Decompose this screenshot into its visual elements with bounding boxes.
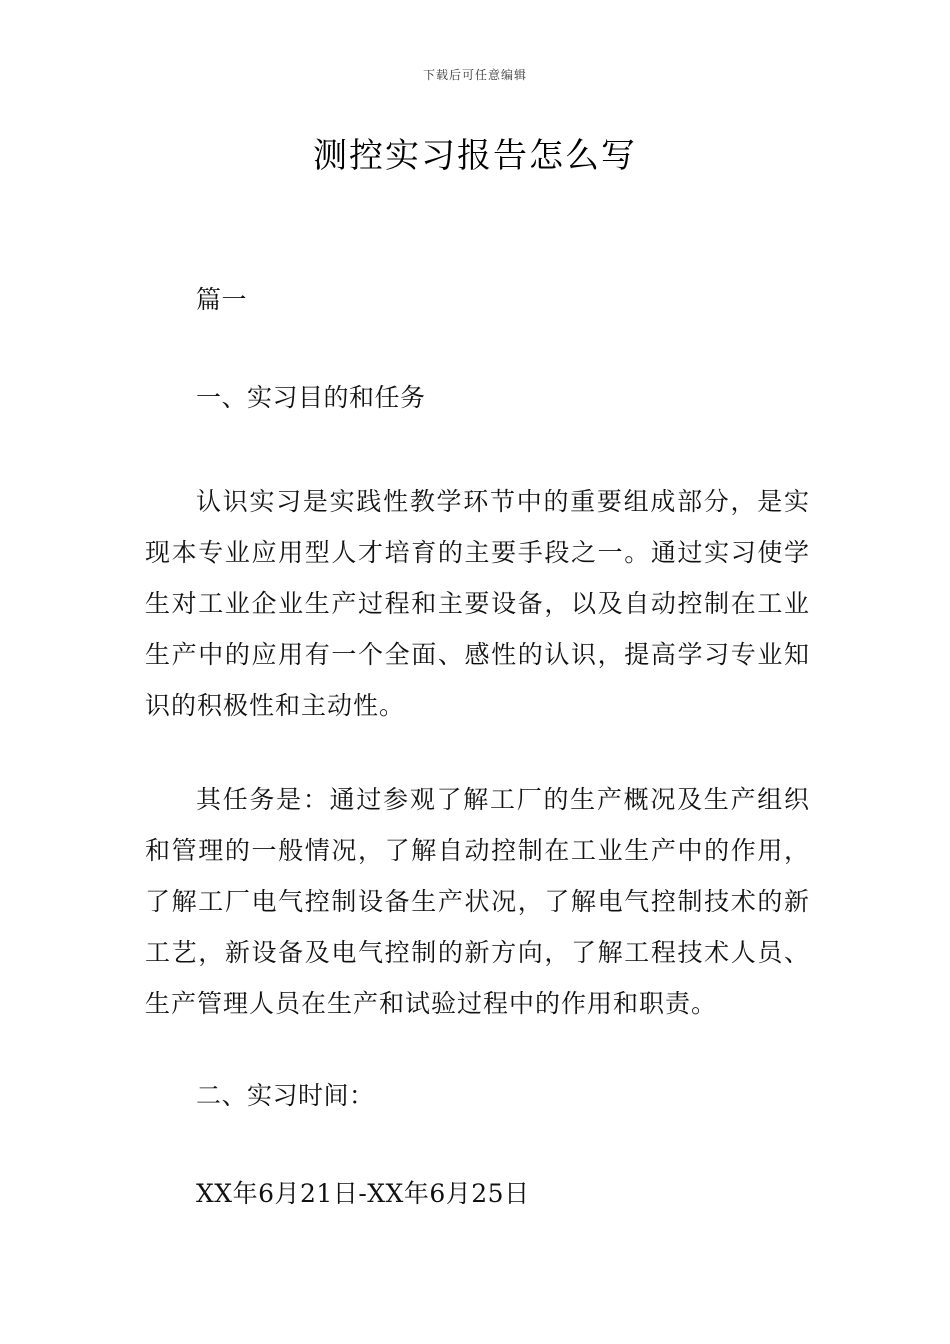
- section-label: 篇一: [196, 285, 248, 314]
- header-note: 下载后可任意编辑: [422, 68, 527, 82]
- paragraph-tasks: 其任务是：通过参观了解工厂的生产概况及生产组织和管理的一般情况，了解自动控制在工业生产中的作用，了解工厂电气控制设备生产状况，了解电气控制技术的新工艺，新设备及电气控制的新方向，了解工程技术人员、生产管理人员在生产和试验过程中的作用和职责。: [145, 785, 810, 1018]
- date-range: XX年6月21日-XX年6月25日: [196, 1179, 530, 1208]
- heading-purpose: 一、实习目的和任务: [196, 383, 426, 412]
- paragraph-purpose: 认识实习是实践性教学环节中的重要组成部分，是实现本专业应用型人才培育的主要手段之一。通过实习使学生对工业企业生产过程和主要设备，以及自动控制在工业生产中的应用有一个全面、感性的认识，提高学习专业知识的积极性和主动性。: [145, 487, 810, 720]
- heading-time: 二、实习时间：: [196, 1081, 375, 1110]
- page-title: 测控实习报告怎么写: [313, 136, 637, 176]
